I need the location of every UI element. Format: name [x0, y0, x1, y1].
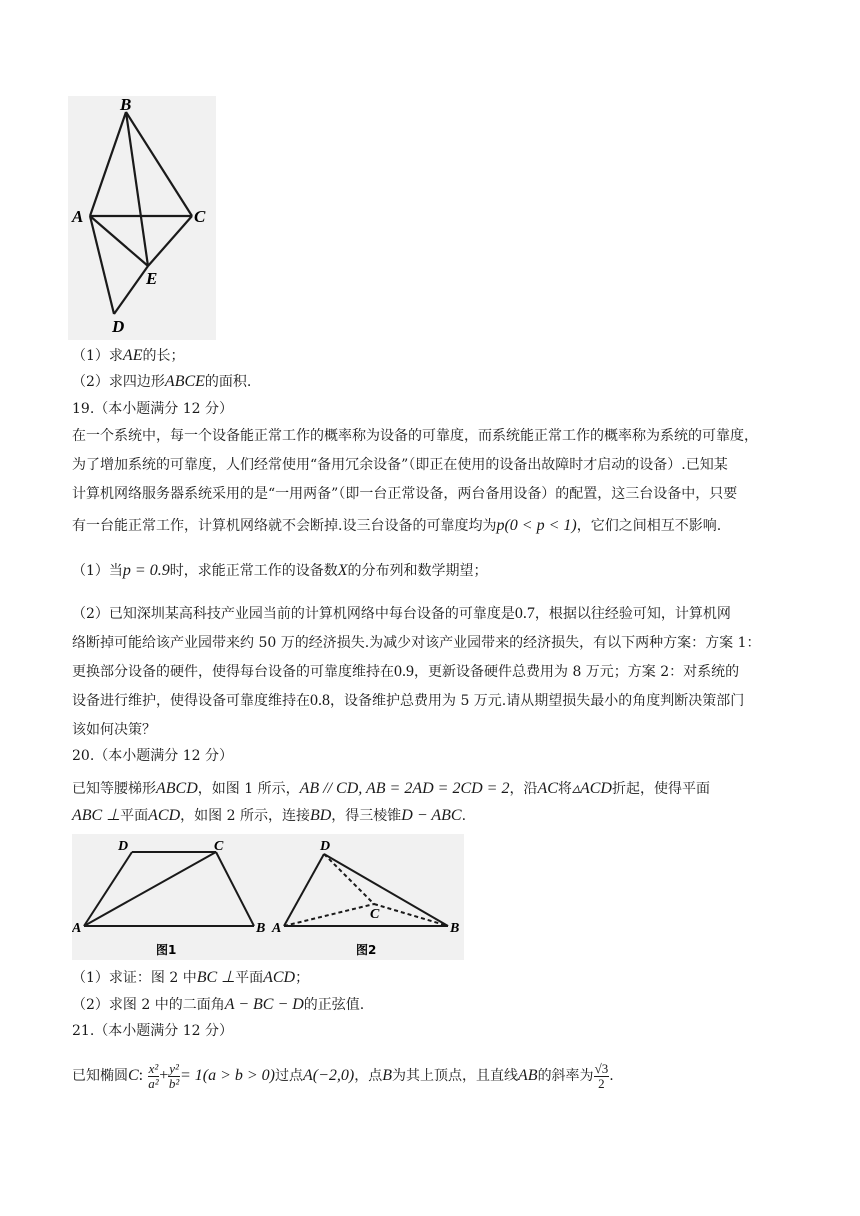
q19-header: 19.（本小题满分 12 分）: [72, 401, 233, 417]
text: ，如图 2 所示，连接: [180, 808, 310, 824]
math: A − BC − D: [224, 996, 304, 1013]
text: 已知等腰梯形: [72, 781, 156, 797]
q19-paragraph-line2: 为了增加系统的可靠度，人们经常使用“备用冗余设备”（即正在使用的设备出故障时才启动的设备）.已知某: [72, 457, 728, 473]
figure-1: [84, 852, 254, 926]
q19-subquestion-2-line4: [72, 691, 744, 711]
text: （2）求四边形: [72, 374, 165, 390]
math: ▵ACD: [571, 780, 612, 797]
fig1-label-B: B: [256, 921, 266, 936]
text: 过点: [275, 1068, 303, 1084]
math: :: [138, 1067, 144, 1084]
text: （2）求图 2 中的二面角: [72, 997, 225, 1013]
q20-header: 20.（本小题满分 12 分）: [72, 748, 233, 764]
numerator: √3: [594, 1060, 609, 1076]
q19-subquestion-1: [72, 561, 488, 581]
text: ，沿: [509, 781, 538, 797]
q20-subquestion-2: [72, 995, 364, 1015]
text: ，得三棱锥: [331, 808, 402, 824]
text: 平面: [120, 808, 149, 824]
denominator: b²: [168, 1075, 180, 1091]
label-A: A: [72, 207, 84, 226]
edge-AE: [90, 216, 148, 266]
q19-paragraph-line1: 在一个系统中，每一个设备能正常工作的概率称为设备的可靠度，而系统能正常工作的概率称为系统的可靠度，: [72, 428, 758, 444]
math: ACD: [263, 969, 296, 986]
math-var: C: [128, 1067, 139, 1084]
q19-paragraph-line3: 计算机网络服务器系统采用的是“一用两备”（即一台正常设备，两台备用设备）的配置，这三台设备中，只要: [72, 486, 738, 502]
fig2-label-D: D: [320, 839, 331, 854]
math: ABC ⊥: [72, 807, 121, 824]
math: BD: [309, 807, 332, 824]
fig1-label-A: A: [72, 921, 82, 936]
numerator: x²: [148, 1060, 159, 1076]
text: 平面: [235, 970, 264, 986]
text: ，根据以往经验可知，计算机网: [534, 606, 731, 622]
figure-2: [284, 854, 448, 926]
q19-subquestion-2-line5: 该如何决策？: [72, 722, 156, 738]
text: 折起，使得平面: [611, 781, 710, 797]
fig2-edge-DB: [324, 854, 448, 926]
text: ，点: [354, 1068, 383, 1084]
math: = 1(a > b > 0): [179, 1067, 275, 1084]
label-B: B: [120, 96, 132, 114]
q21-paragraph-line1: [72, 1058, 614, 1098]
q19-subquestion-2-line1: [72, 604, 731, 624]
q19-paragraph-line4: [72, 516, 721, 536]
edge-BA: [90, 112, 126, 216]
fig2-edge-DA: [284, 854, 324, 926]
math-var: X: [337, 562, 348, 579]
edge-BE: [126, 112, 148, 266]
q20-subquestion-1: [72, 968, 309, 988]
text: 更换部分设备的硬件，使得每台设备的可靠度维持在: [72, 664, 394, 680]
label-C: C: [194, 207, 206, 226]
fig1-label-D: D: [118, 839, 129, 854]
q19-subquestion-2-line3: [72, 662, 739, 682]
math-var: AE: [122, 347, 143, 364]
math: AC: [537, 780, 558, 797]
text: （1）求证：图 2 中: [72, 970, 197, 986]
numerator: y²: [169, 1060, 179, 1076]
edge-CE: [148, 216, 192, 266]
q19-subquestion-2-line2: 络断掉可能给该产业园带来约 50 万的经济损失.为减少对该产业园带来的经济损失，有以下两种方案：方案 1：: [72, 635, 761, 651]
text: .: [609, 1068, 614, 1084]
text: ，如图 1 所示，: [197, 781, 300, 797]
text: ，更新设备硬件总费用为 8 万元；方案 2：对系统的: [414, 664, 740, 680]
label-D: D: [112, 317, 125, 336]
denominator: 2: [598, 1075, 605, 1091]
edge-AD: [90, 216, 114, 314]
fig2-edge-AC: [284, 904, 374, 926]
text: 为其上顶点，且直线: [392, 1068, 519, 1084]
edge-ED: [114, 266, 148, 314]
denominator: a²: [148, 1075, 159, 1091]
number: 0.8: [310, 692, 330, 709]
text: 时，求能正常工作的设备数: [169, 563, 338, 579]
text: ，它们之间相互不影响.: [576, 518, 722, 534]
figure-18: [68, 96, 216, 340]
math: p = 0.9: [122, 562, 170, 579]
edge-BC: [126, 112, 192, 216]
fig1-label-C: C: [214, 839, 224, 854]
math: ABCD: [156, 780, 198, 797]
fig1-caption: 图1: [156, 943, 177, 957]
math-var: B: [382, 1067, 393, 1084]
math-var: AB: [518, 1067, 538, 1084]
fig2-label-B: B: [450, 921, 460, 936]
fraction-sqrt3-2: [594, 1062, 610, 1091]
text: （1）求: [72, 348, 123, 364]
math: +: [159, 1067, 169, 1084]
q21-header: 21.（本小题满分 12 分）: [72, 1023, 233, 1039]
text: 将: [557, 781, 572, 797]
text: 的面积.: [204, 374, 252, 390]
text: 的正弦值.: [303, 997, 365, 1013]
fig1-edge-AC: [84, 852, 216, 926]
text: 的分布列和数学期望；: [347, 563, 488, 579]
math: p(0 < p < 1): [496, 517, 577, 534]
fig2-label-C: C: [370, 907, 380, 922]
text: （1）当: [72, 563, 123, 579]
math: BC ⊥: [196, 969, 236, 986]
text: 设备进行维护，使得设备可靠度维持在: [72, 693, 310, 709]
text: 有一台能正常工作，计算机网络就不会断掉.设三台设备的可靠度均为: [72, 518, 497, 534]
q20-paragraph-line2: [72, 806, 466, 826]
number: 0.9: [394, 663, 414, 680]
text: ，设备维护总费用为 5 万元.请从期望损失最小的角度判断决策部门: [330, 693, 745, 709]
q18-part1: [72, 346, 184, 366]
q18-part2: [72, 372, 251, 392]
text: （2）已知深圳某高科技产业园当前的计算机网络中每台设备的可靠度是: [72, 606, 515, 622]
label-E: E: [146, 269, 158, 288]
text: .: [461, 808, 467, 824]
text: 的斜率为: [537, 1068, 594, 1084]
fig1-edge-AD: [84, 852, 132, 926]
fig1-edge-CB: [216, 852, 254, 926]
math-var: ABCE: [164, 373, 205, 390]
text: 的长；: [142, 348, 185, 364]
text: ；: [295, 970, 310, 986]
fraction-y2-b2: [168, 1062, 180, 1091]
fraction-x2-a2: [148, 1062, 160, 1091]
math: AB // CD, AB = 2AD = 2CD = 2: [299, 780, 510, 797]
math: D − ABC: [401, 807, 462, 824]
math: ACD: [148, 807, 181, 824]
fig2-label-A: A: [272, 921, 282, 936]
q20-paragraph-line1: [72, 779, 710, 799]
fig2-edge-CB: [374, 904, 448, 926]
text: 已知椭圆: [72, 1068, 128, 1084]
fig2-caption: 图2: [356, 943, 377, 957]
math: A(−2,0): [303, 1067, 355, 1084]
number: 0.7: [514, 605, 535, 622]
figure-20: [72, 834, 464, 960]
